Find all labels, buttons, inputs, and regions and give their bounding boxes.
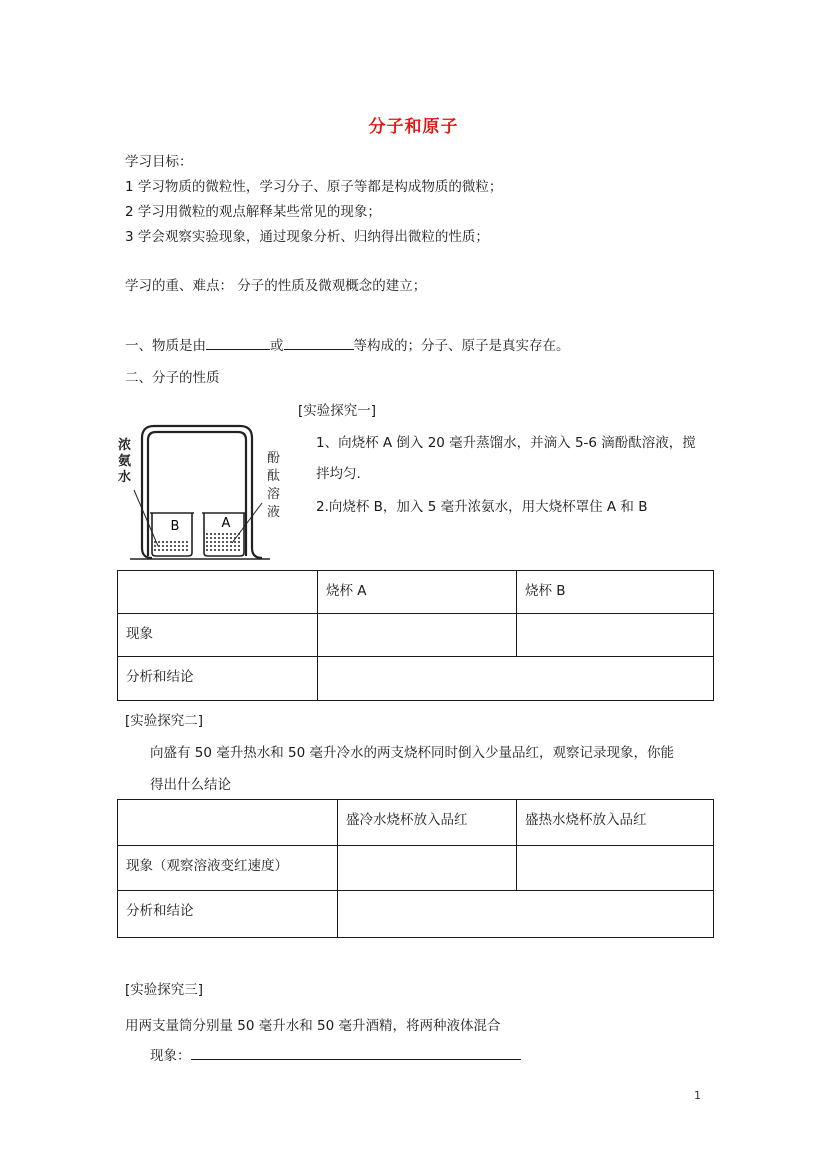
svg-text:溶: 溶 [267, 487, 281, 502]
table-2-row-phenomenon: 现象（观察溶液变红速度） [118, 846, 338, 891]
table-1-row-phenomenon: 现象 [118, 614, 318, 657]
svg-text:水: 水 [118, 470, 132, 485]
fill-blank-1[interactable] [206, 335, 270, 350]
beaker-b-label: B [170, 519, 180, 534]
table-1-corner-cell [118, 571, 318, 614]
experiment-3-heading: [实验探究三] [125, 982, 204, 998]
objectives-heading: 学习目标： [125, 154, 193, 170]
page-title: 分子和原子 [368, 117, 459, 137]
section-1-sentence [125, 334, 570, 354]
experiment-2-heading: [实验探究二] [125, 713, 204, 729]
experiment-1-heading: [实验探究一] [298, 403, 377, 419]
fill-blank-2[interactable] [284, 335, 354, 350]
section-1-part-2: 或 [270, 338, 284, 354]
beaker-experiment-figure [112, 418, 292, 568]
table-2-row-analysis: 分析和结论 [118, 891, 338, 938]
table-2-header-cold-water: 盛冷水烧杯放入品红 [338, 800, 517, 846]
section-2-heading: 二、分子的性质 [125, 370, 220, 386]
table-2-answer-cell[interactable] [517, 846, 714, 891]
svg-text:浓: 浓 [118, 438, 132, 453]
phenomenon-label: 现象： [150, 1048, 191, 1064]
table-1-answer-cell[interactable] [318, 614, 517, 657]
table-1-answer-cell[interactable] [318, 657, 714, 701]
table-2-corner-cell [118, 800, 338, 846]
experiment-1-step-1-line-1: 1、向烧杯 A 倒入 20 毫升蒸馏水，并滴入 5-6 滴酚酞溶液，搅 [316, 435, 696, 451]
section-1-part-3: 等构成的；分子、原子是真实存在。 [353, 338, 570, 354]
key-points: 学习的重、难点： 分子的性质及微观概念的建立； [125, 278, 427, 294]
table-1-header-beaker-b: 烧杯 B [517, 571, 714, 614]
experiment-2-desc-line-2: 得出什么结论 [150, 777, 231, 793]
experiment-3-phenomenon [150, 1044, 521, 1064]
objective-item-2: 2 学习用微粒的观点解释某些常见的现象； [125, 204, 381, 220]
ammonia-label [118, 437, 131, 485]
experiment-1-step-1-line-2: 拌均匀. [316, 466, 361, 482]
phenolphthalein-label [267, 451, 280, 520]
table-1-row-analysis: 分析和结论 [118, 657, 318, 701]
section-1-part-1: 一、物质是由 [125, 338, 206, 354]
experiment-2-desc-line-1: 向盛有 50 毫升热水和 50 毫升冷水的两支烧杯同时倒入少量品红，观察记录现象，你能 [150, 745, 675, 761]
objective-item-3: 3 学会观察实验现象，通过现象分析、归纳得出微粒的性质； [125, 229, 489, 245]
svg-text:液: 液 [267, 505, 281, 520]
svg-text:氨: 氨 [118, 454, 132, 469]
experiment-1-table [117, 570, 714, 701]
table-2-header-hot-water: 盛热水烧杯放入品红 [517, 800, 714, 846]
beaker-a-label: A [221, 516, 231, 531]
svg-text:酚: 酚 [267, 451, 281, 466]
table-1-answer-cell[interactable] [517, 614, 714, 657]
experiment-1-step-2: 2.向烧杯 B，加入 5 毫升浓氨水，用大烧杯罩住 A 和 B [316, 499, 648, 515]
table-1-header-beaker-a: 烧杯 A [318, 571, 517, 614]
phenomenon-answer-line[interactable] [191, 1045, 521, 1060]
objective-item-1: 1 学习物质的微粒性，学习分子、原子等都是构成物质的微粒； [125, 179, 503, 195]
page-number: 1 [694, 1089, 701, 1102]
experiment-2-table [117, 799, 714, 938]
table-2-answer-cell[interactable] [338, 891, 714, 938]
svg-text:酞: 酞 [267, 469, 281, 484]
ammonia-pointer-line [134, 490, 158, 546]
table-2-answer-cell[interactable] [338, 846, 517, 891]
experiment-3-desc: 用两支量筒分别量 50 毫升水和 50 毫升酒精，将两种液体混合 [125, 1018, 501, 1034]
large-beaker-outline [130, 426, 270, 559]
